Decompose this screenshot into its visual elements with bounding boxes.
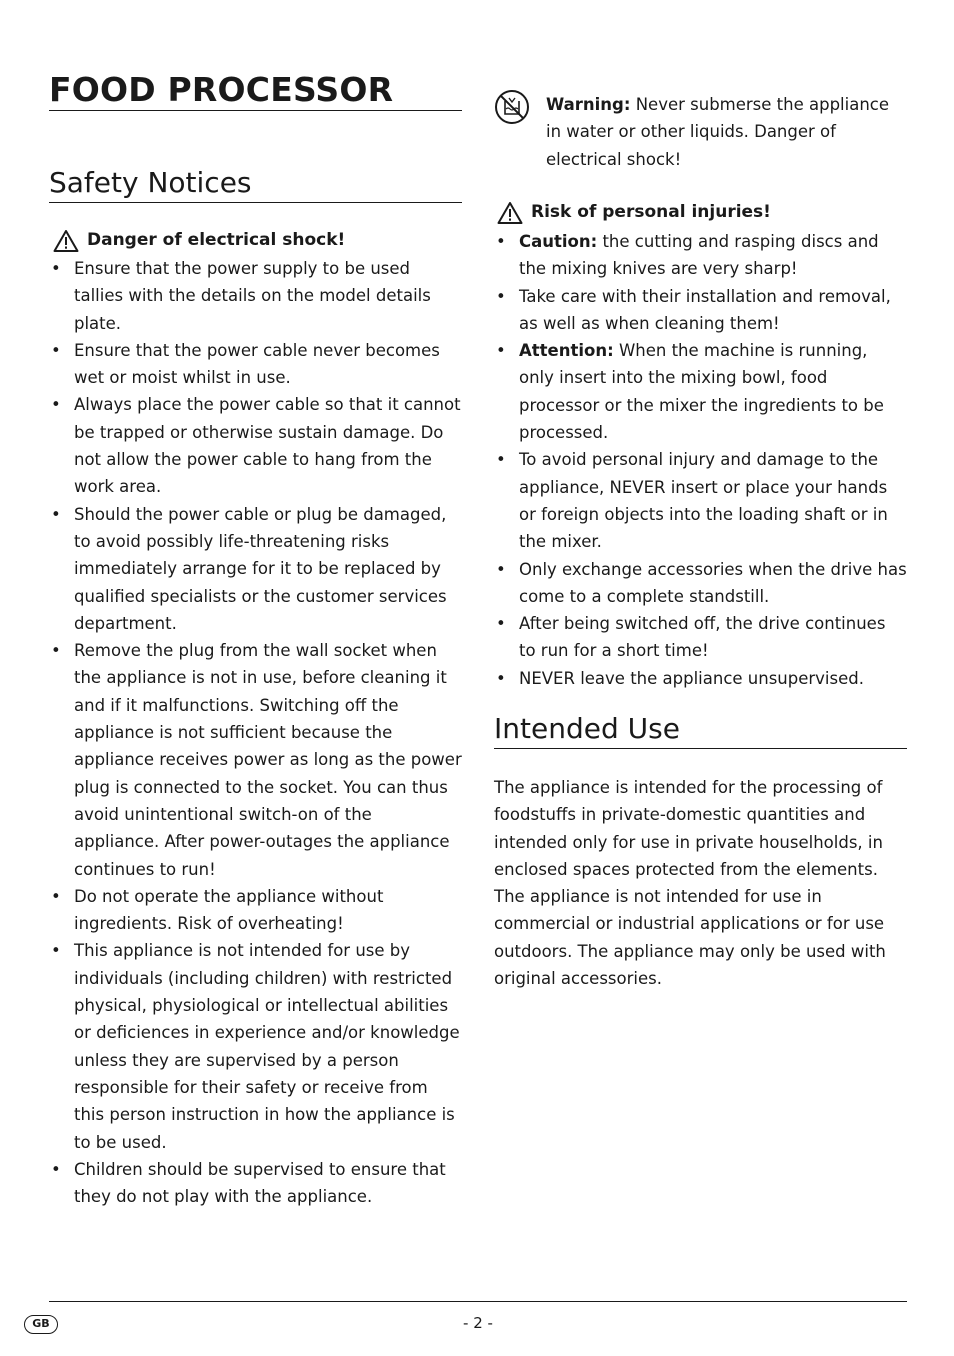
list-item-text: After being switched off, the drive continues to run for a short time! <box>519 614 886 661</box>
list-item <box>494 556 907 611</box>
shock-warning-heading <box>53 227 345 254</box>
page-number: - 2 - <box>463 1314 493 1332</box>
list-item-label: Attention: <box>519 341 614 361</box>
water-warning-label: Warning: <box>546 95 631 114</box>
bullet-dot: • <box>496 559 506 579</box>
list-item-text: NEVER leave the appliance unsupervised. <box>519 668 864 688</box>
page-title: FOOD PROCESSOR <box>49 70 462 111</box>
bullet-dot: • <box>496 614 506 634</box>
list-item-text: Children should be supervised to ensure that they do not play with the appliance. <box>74 1159 446 1207</box>
list-item <box>494 610 907 665</box>
bullet-dot: • <box>51 641 61 661</box>
list-item <box>494 337 907 446</box>
shock-safety-list <box>49 255 462 1210</box>
list-item-text: When the machine is running, only insert into the mixing bowl, food processor or the mixer the ingredients to be processed. <box>519 341 884 443</box>
warning-triangle-icon <box>497 201 523 225</box>
list-item-text: Do not operate the appliance without ingredients. Risk of overheating! <box>74 886 384 934</box>
list-item <box>49 391 462 500</box>
list-item-text: Should the power cable or plug be damaged, to avoid possibly life-threatening risks immediately arrange for it to be replaced by qualified specialists or the customer services department. <box>74 504 447 633</box>
safety-notices-heading: Safety Notices <box>49 166 462 203</box>
language-badge: GB <box>24 1315 58 1334</box>
warning-triangle-icon <box>53 229 79 253</box>
bullet-dot: • <box>496 232 506 251</box>
list-item <box>49 337 462 392</box>
bullet-dot: • <box>51 1159 61 1179</box>
list-item-text: Only exchange accessories when the drive has come to a complete standstill. <box>519 559 907 606</box>
list-item <box>49 883 462 938</box>
intended-use-paragraph-1: The appliance is intended for the processing of foodstuffs in private-domestic quantities and intended only for use in private houselholds, in enclosed spaces protected from the elements. <box>494 778 883 879</box>
water-warning-body <box>546 91 907 173</box>
list-item <box>494 228 907 283</box>
list-item <box>494 665 907 692</box>
list-item-text: Ensure that the power cable never becomes wet or moist whilst in use. <box>74 340 440 388</box>
water-warning-text: Never submerse the appliance in water or other liquids. Danger of electrical shock! <box>546 95 890 169</box>
injury-warning-text: Risk of personal injuries! <box>531 202 771 222</box>
bullet-dot: • <box>51 259 61 278</box>
list-item-label: Caution: <box>519 232 598 251</box>
injury-safety-list <box>494 228 907 692</box>
list-item-text: Ensure that the power supply to be used tallies with the details on the model details plate. <box>74 259 431 333</box>
injury-warning-heading <box>497 199 771 226</box>
bullet-dot: • <box>496 286 506 306</box>
footer-divider <box>49 1301 907 1302</box>
bullet-dot: • <box>496 450 506 470</box>
intended-use-paragraph-2: The appliance is not intended for use in commercial or industrial applications or for use outdoors. The appliance may only be used with original accessories. <box>494 887 886 988</box>
bullet-dot: • <box>51 340 61 360</box>
bullet-dot: • <box>51 395 61 415</box>
bullet-dot: • <box>51 941 61 961</box>
list-item <box>494 446 907 555</box>
list-item-text: the cutting and rasping discs and the mixing knives are very sharp! <box>519 232 879 279</box>
intended-use-heading: Intended Use <box>494 712 907 749</box>
bullet-dot: • <box>51 886 61 906</box>
list-item <box>494 283 907 338</box>
list-item <box>49 937 462 1155</box>
list-item-text: Always place the power cable so that it cannot be trapped or otherwise sustain damage. Do not allow the power cable to hang from the work area. <box>74 395 461 497</box>
list-item <box>49 501 462 637</box>
no-submerse-icon <box>494 89 530 125</box>
list-item-text: To avoid personal injury and damage to the appliance, NEVER insert or place your hands or foreign objects into the loading shaft or in the mixer. <box>519 450 888 552</box>
list-item-text: Remove the plug from the wall socket when the appliance is not in use, before cleaning it and if it malfunctions. Switching off the appliance is not sufficient because the appliance receives power as long as the power plug is connected to the socket. You can thus avoid unintentional switch-on of the appliance. After power-outages the appliance continues to run! <box>74 641 462 879</box>
list-item-text: Take care with their installation and removal, as well as when cleaning them! <box>519 286 891 333</box>
list-item <box>49 1156 462 1211</box>
bullet-dot: • <box>496 341 506 361</box>
list-item <box>49 255 462 337</box>
list-item-text: This appliance is not intended for use by individuals (including children) with restricted physical, physiological or intellectual abilities or deficiences in experience and/or knowledge unless they are supervised by a person responsible for their safety or receive from this person instruction in how the appliance is to be used. <box>74 941 460 1152</box>
bullet-dot: • <box>496 668 506 688</box>
bullet-dot: • <box>51 504 61 524</box>
list-item <box>49 637 462 883</box>
shock-warning-text: Danger of electrical shock! <box>87 230 346 250</box>
